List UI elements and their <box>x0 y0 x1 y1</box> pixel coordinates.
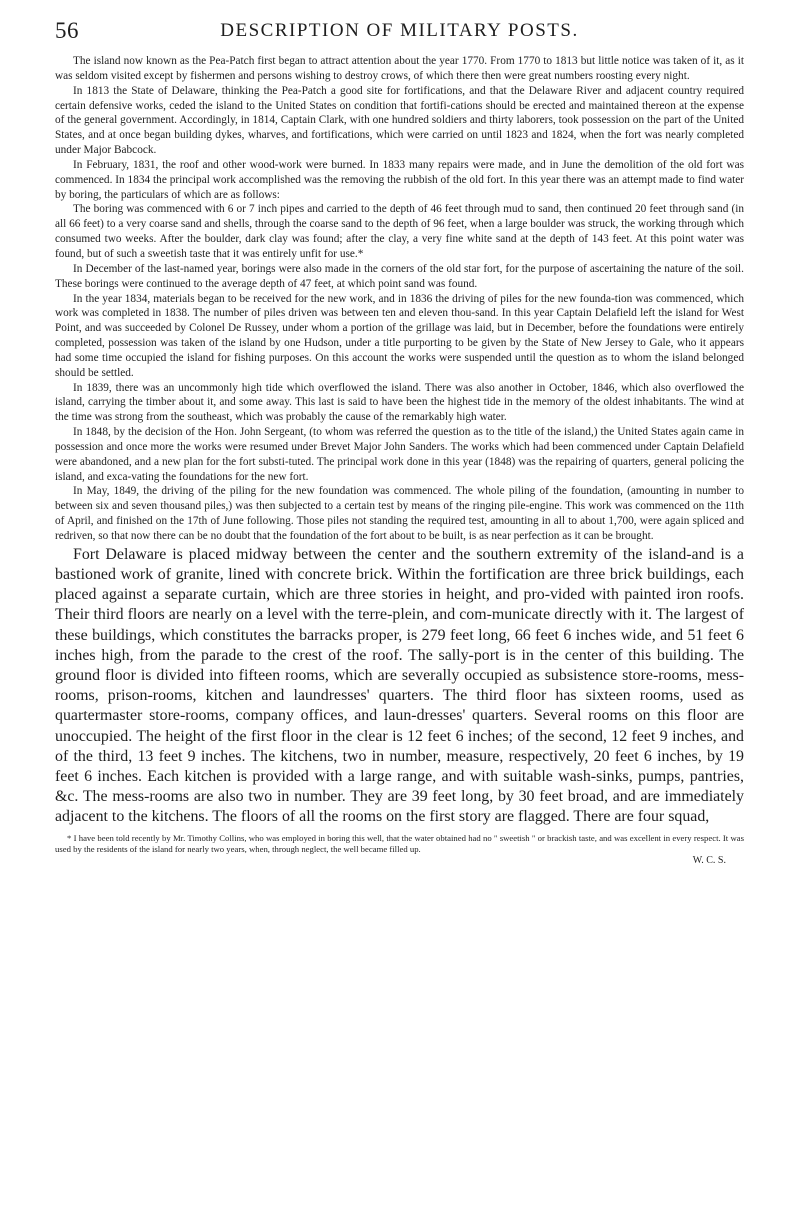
paragraph: In 1839, there was an uncommonly high tide which overflowed the island. There was also another in October, 1846, which also overflowed the island, carrying the timber about it, and some away. This last is said to have been the highest tide in the memory of the oldest inhabitants. The wind at the time was strong from the southeast, which was probably the cause of the remarkably high water. <box>55 381 744 424</box>
page-header <box>55 18 744 54</box>
paragraph: The island now known as the Pea-Patch first began to attract attention about the year 1770. From 1770 to 1813 but little notice was taken of it, as it was seldom visited except by fishermen and persons wishing to destroy crows, of which there then were great numbers roosting every night. <box>55 55 744 82</box>
page-number: 56 <box>55 18 79 43</box>
document-page <box>0 18 800 1205</box>
footnote <box>55 833 744 866</box>
footnote-text: * I have been told recently by Mr. Timothy Collins, who was employed in boring this well, that the water obtained had no " sweetish " or brackish taste, and was excellent in every respect. It was used by the residents of the island for nearly two years, when, through neglect, the well became filled up. <box>55 832 744 854</box>
paragraph: In December of the last-named year, borings were also made in the corners of the old star fort, for the purpose of ascertaining the nature of the soil. These borings were continued to the average depth of 47 feet, at which point sand was found. <box>55 262 744 290</box>
small-type-section <box>55 54 744 544</box>
paragraph: In May, 1849, the driving of the piling for the new foundation was commenced. The whole piling of the foundation, (amounting in number to between six and seven thousand piles,) was then subjected to a certain test by means of the ringing pile-engine. This work was commenced on the 11th of April, and finished on the 17th of June following. Those piles not standing the required test, amounting in all to about 1,700, were again spliced and redriven, so that now there can be no doubt that the foundation of the fort about to be built, is as near perfection as it can be brought. <box>55 485 744 542</box>
paragraph: In 1813 the State of Delaware, thinking the Pea-Patch a good site for fortifications, and that the Delaware River and adjacent country required certain defensive works, ceded the island to the United States on condition that fortifi-cations should be erected and maintained thereon at the expense of the general government. Accordingly, in 1814, Captain Clark, with one hundred soldiers and thirty laborers, took possession on the part of the United States, and at once began building dykes, wharves, and fortifications, which were carried on until 1823 and 1824, when the fort was nearly completed under Major Babcock. <box>55 84 744 157</box>
paragraph: In 1848, by the decision of the Hon. John Sergeant, (to whom was referred the question as to the title of the island,) the United States again came in possession and once more the works were resumed under Brevet Major John Sanders. The works which had been commenced under Captain Delafield were abandoned, and a new plan for the fort substi-tuted. The principal work done in this year (1848) was the repairing of quarters, general policing the island, and exca-vating the foundations for the new fort. <box>55 426 744 483</box>
paragraph: In February, 1831, the roof and other wood-work were burned. In 1833 many repairs were made, and in June the demolition of the old fort was commenced. In 1834 the principal work accomplished was the removing the rubbish of the old fort. In this year there was an attempt made to find water by boring, the particulars of which are as follows: <box>55 158 744 201</box>
paragraph: The boring was commenced with 6 or 7 inch pipes and carried to the depth of 46 feet through mud to sand, then continued 20 feet through sand (in all 66 feet) to a very coarse sand and shells, through the coarse sand to the depth of 96 feet, when a large boulder was struck, the working through which consumed two weeks. After the boulder, dark clay was found; after the clay, a very fine white sand at the depth of 143 feet. At this point water was found, but of such a sweetish taste that it was entirely unfit for use.* <box>55 203 744 260</box>
running-head: DESCRIPTION OF MILITARY POSTS. <box>220 20 579 41</box>
paragraph: In the year 1834, materials began to be received for the new work, and in 1836 the driving of piles for the new founda-tion was commenced, which work was completed in 1838. The number of piles driven was between ten and eleven thou-sand. In this year Captain Delafield left the island for West Point, and was succeeded by Colonel De Russey, under whom a portion of the grillage was laid, but in December, before the foundations were entirely completed, possession was taken of the island by one Hudson, under a title purporting to be given by the State of New Jersey to Gale, who it appears had some time occupied the island for fishing purposes. On this account the works were suspended until the question as to whom the island belonged should be settled. <box>55 292 744 379</box>
large-type-paragraph: Fort Delaware is placed midway between the center and the southern extremity of the island-and is a bastioned work of granite, lined with concrete brick. Within the fortification are three brick buildings, each placed against a separate curtain, which are three stories in height, and pro-vided with painted iron roofs. Their third floors are nearly on a level with the terre-plein, and com-municate directly with it. The largest of these buildings, which constitutes the barracks proper, is 279 feet long, 66 feet 6 inches wide, and 51 feet 6 inches high, from the parade to the crest of the roof. The sally-port is in the center of this building. The ground floor is divided into fifteen rooms, which are severally occupied as subsistence store-rooms, mess-rooms, prison-rooms, kitchen and laundresses' quarters. The third floor has sixteen rooms, used as quartermaster store-rooms, company offices, and laun-dresses' quarters. Several rooms on this floor are unoccupied. The height of the first floor in the clear is 12 feet 6 inches; of the second, 12 feet 9 inches, and of the third, 13 feet 9 inches. The kitchens, two in number, measure, respectively, 20 feet 6 inches, by 19 feet 6 inches. Each kitchen is provided with a large range, and with suitable wash-sinks, pumps, pantries, &c. The mess-rooms are also two in number. They are 39 feet long, by 30 feet broad, and are immediately adjacent to the kitchens. The floors of all the rooms on the first story are flagged. There are four squad, <box>55 545 744 826</box>
footnote-signature: W. C. S. <box>692 854 726 866</box>
